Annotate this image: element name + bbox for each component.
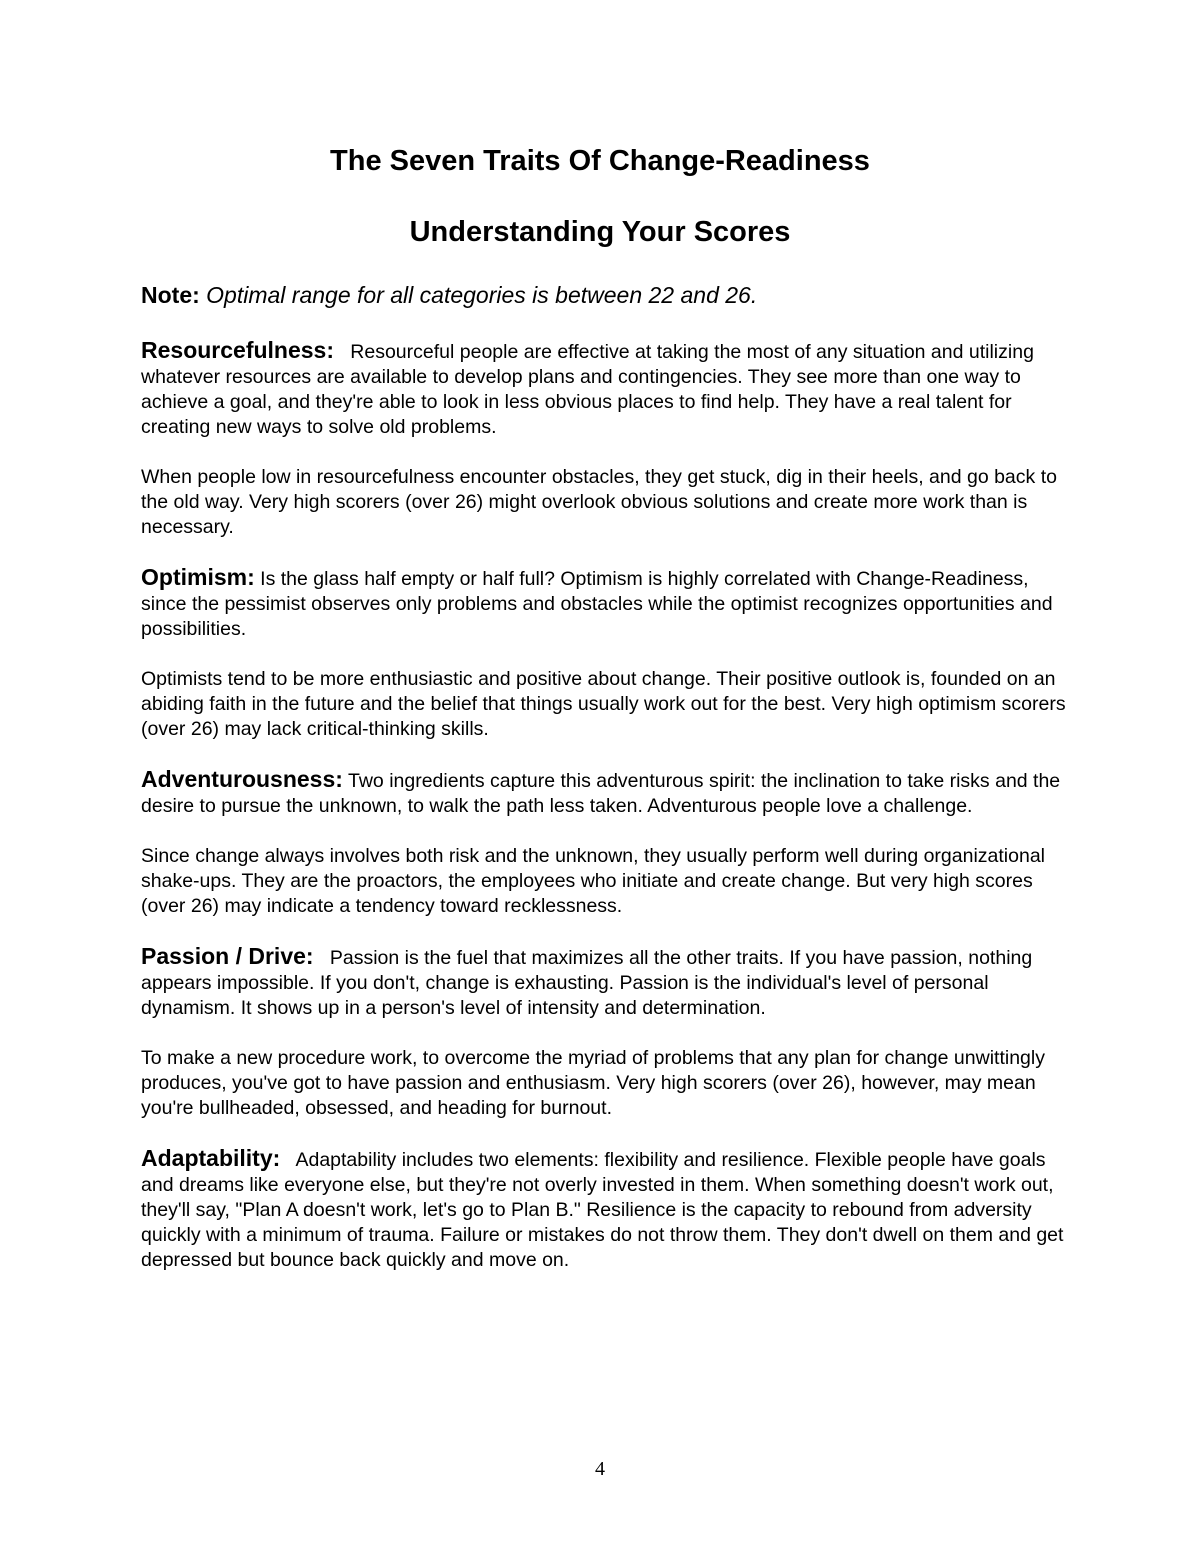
page-number: 4 <box>595 1458 605 1480</box>
section-text: Is the glass half empty or half full? Optimism is highly correlated with Change-Readiness, since the pessimist observes only problems and obstacles while the optimist recognizes opportunities and possibilities. <box>141 568 1053 640</box>
document-title: The Seven Traits Of Change-Readiness <box>330 145 870 177</box>
section-heading: Passion / Drive: <box>141 943 314 969</box>
section-paragraph: To make a new procedure work, to overcome the myriad of problems that any plan for change unwittingly produces, you've got to have passion and enthusiasm. Very high scorers (over 26), however, may mean you're bullheaded, obsessed, and heading for burnout. <box>141 1047 1045 1119</box>
section-resourcefulness <box>141 338 1066 540</box>
section-paragraph: Optimists tend to be more enthusiastic and positive about change. Their positive outlook is, founded on an abiding faith in the future and the belief that things usually work out for the best. Very high optimism scorers (over 26) may lack critical-thinking skills. <box>141 668 1066 740</box>
section-paragraph <box>141 767 1066 819</box>
section-heading: Optimism: <box>141 564 255 590</box>
section-text: Resourceful people are effective at taking the most of any situation and utilizing whatever resources are available to develop plans and contingencies. They see more than one way to achieve a goal, and they're able to look in less obvious places to find help. They have a real talent for creating new ways to solve old problems. <box>141 341 1034 438</box>
note-line <box>141 280 1066 310</box>
section-passion-drive <box>141 944 1066 1121</box>
note-label: Note: <box>141 282 200 308</box>
section-heading: Adaptability: <box>141 1145 281 1171</box>
section-optimism <box>141 565 1066 742</box>
section-adaptability <box>141 1146 1066 1273</box>
section-paragraph <box>141 565 1066 642</box>
section-text: Passion is the fuel that maximizes all the other traits. If you have passion, nothing appears impossible. If you don't, change is exhausting. Passion is the individual's level of personal dynamism. It shows up in a person's level of intensity and determination. <box>141 947 1033 1019</box>
section-text: Adaptability includes two elements: flexibility and resilience. Flexible people have goals and dreams like everyone else, but they're not overly invested in them. When something doesn't work out, they'll say, "Plan A doesn't work, let's go to Plan B." Resilience is the capacity to rebound from adversity quickly with a minimum of trauma. Failure or mistakes do not throw them. They don't dwell on them and get depressed but bounce back quickly and move on. <box>141 1149 1064 1271</box>
section-adventurousness <box>141 767 1066 919</box>
section-paragraph <box>141 1146 1066 1273</box>
section-heading: Adventurousness: <box>141 766 343 792</box>
document-body <box>141 280 1066 1298</box>
section-paragraph: Since change always involves both risk and the unknown, they usually perform well during organizational shake-ups. They are the proactors, the employees who initiate and create change. But very high scores (over 26) may indicate a tendency toward recklessness. <box>141 845 1046 917</box>
section-paragraph <box>141 944 1066 1021</box>
section-heading: Resourcefulness: <box>141 337 335 363</box>
section-paragraph: When people low in resourcefulness encounter obstacles, they get stuck, dig in their heels, and go back to the old way. Very high scorers (over 26) might overlook obvious solutions and create more work than is necessary. <box>141 466 1057 538</box>
note-text: Optimal range for all categories is between 22 and 26. <box>206 282 758 308</box>
section-paragraph <box>141 338 1066 440</box>
section-text: Two ingredients capture this adventurous spirit: the inclination to take risks and the desire to pursue the unknown, to walk the path less taken. Adventurous people love a challenge. <box>141 770 1061 817</box>
document-subtitle: Understanding Your Scores <box>409 216 791 248</box>
